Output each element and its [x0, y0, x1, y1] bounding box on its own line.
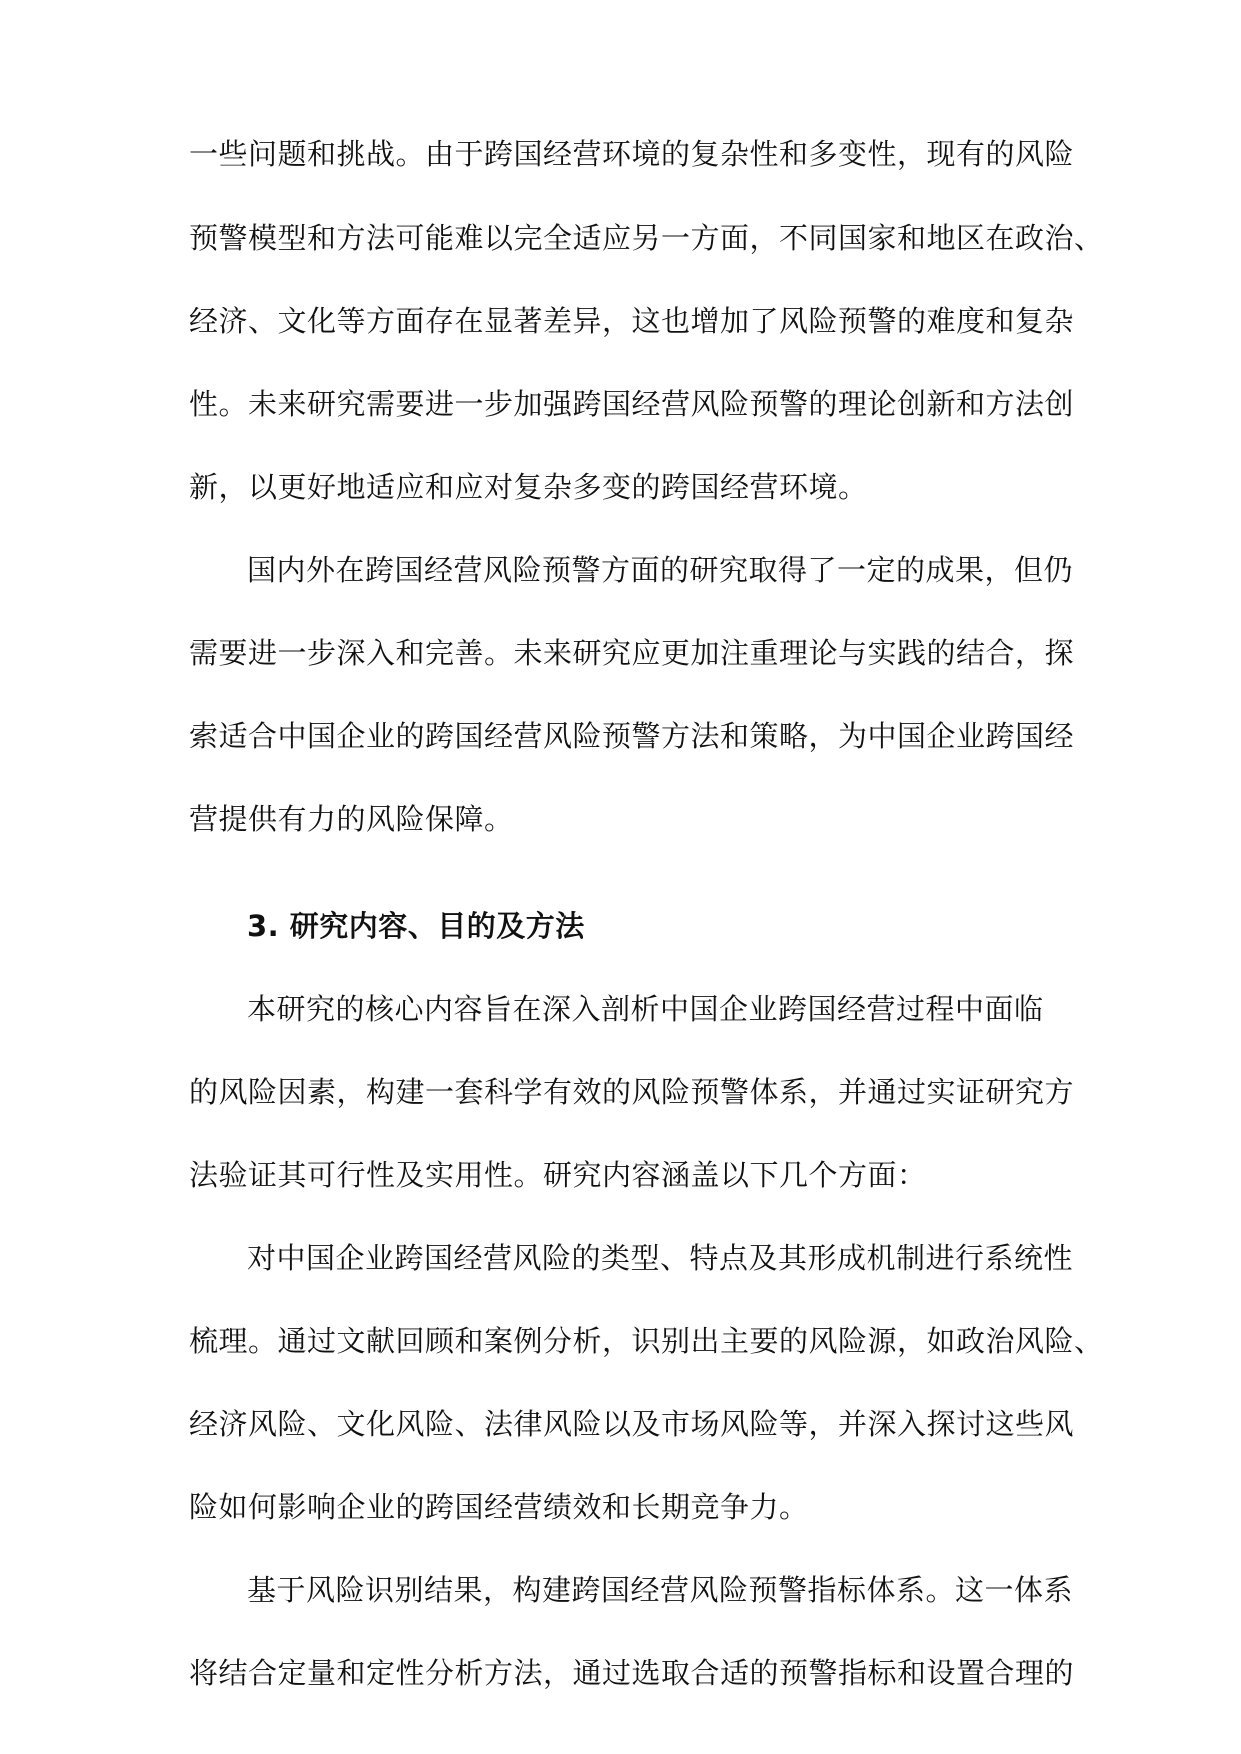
paragraph-line: 一些问题和挑战。由于跨国经营环境的复杂性和多变性，现有的风险: [189, 137, 1075, 171]
paragraph-line: 营提供有力的风险保障。: [189, 802, 514, 836]
paragraph-line: 经济、文化等方面存在显著差异，这也增加了风险预警的难度和复杂: [189, 304, 1075, 338]
paragraph-line: 索适合中国企业的跨国经营风险预警方法和策略，为中国企业跨国经: [189, 719, 1075, 753]
paragraph-line: 经济风险、文化风险、法律风险以及市场风险等，并深入探讨这些风: [189, 1407, 1075, 1441]
paragraph-line: 国内外在跨国经营风险预警方面的研究取得了一定的成果，但仍: [247, 553, 1074, 587]
paragraph-line: 性。未来研究需要进一步加强跨国经营风险预警的理论创新和方法创: [189, 387, 1075, 421]
paragraph-line: 基于风险识别结果，构建跨国经营风险预警指标体系。这一体系: [247, 1573, 1074, 1607]
paragraph-line: 法验证其可行性及实用性。研究内容涵盖以下几个方面：: [189, 1158, 927, 1192]
paragraph-line: 需要进一步深入和完善。未来研究应更加注重理论与实践的结合，探: [189, 636, 1075, 670]
paragraph-line: 对中国企业跨国经营风险的类型、特点及其形成机制进行系统性: [247, 1241, 1074, 1275]
paragraph-line: 梳理。通过文献回顾和案例分析，识别出主要的风险源，如政治风险、: [189, 1324, 1104, 1358]
paragraph-line: 险如何影响企业的跨国经营绩效和长期竞争力。: [189, 1490, 809, 1524]
section-heading: 3. 研究内容、目的及方法: [247, 909, 585, 943]
paragraph-line: 本研究的核心内容旨在深入剖析中国企业跨国经营过程中面临: [247, 992, 1044, 1026]
paragraph-line: 的风险因素，构建一套科学有效的风险预警体系，并通过实证研究方: [189, 1075, 1075, 1109]
paragraph-line: 预警模型和方法可能难以完全适应另一方面，不同国家和地区在政治、: [189, 221, 1104, 255]
paragraph-line: 将结合定量和定性分析方法，通过选取合适的预警指标和设置合理的: [189, 1656, 1075, 1690]
paragraph-line: 新，以更好地适应和应对复杂多变的跨国经营环境。: [189, 470, 868, 504]
